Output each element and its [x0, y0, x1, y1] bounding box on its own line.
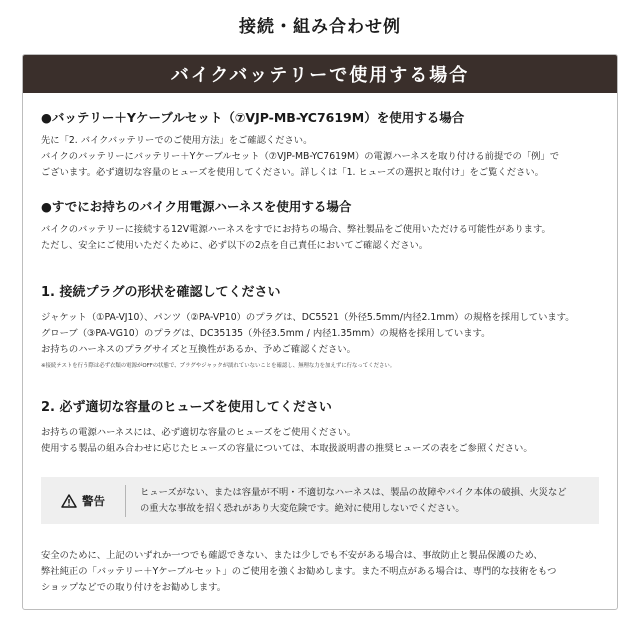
content-body: [23, 108, 617, 596]
warning-label-text: 警告: [82, 493, 105, 508]
text-line: ただし、安全にご使用いただくために、必ず以下の2点を自己責任においてご確認ください。: [41, 240, 429, 251]
check-fuse-text: [41, 425, 599, 457]
text-line: バイクのバッテリーに接続する12V電源ハーネスをすでにお持ちの場合、弊社製品をご使用いただける可能性があります。: [41, 224, 551, 235]
text-line: ヒューズがない、または容量が不明・不適切なハーネスは、製品の故障やバイク本体の破損、火災など: [140, 486, 567, 498]
section-heading-ycable-set: ●バッテリー＋Yケーブルセット（⑦VJP-MB-YC7619M）を使用する場合: [41, 110, 465, 125]
section-banner: バイクバッテリーで使用する場合: [23, 55, 617, 93]
text-line: お持ちのハーネスのプラグサイズと互換性があるか、予めご確認ください。: [41, 344, 356, 355]
text-line: ジャケット（①PA-VJ10）、パンツ（②PA-VP10）のプラグは、DC5521（外径5.5mm/内径2.1mm）の規格を採用しています。: [41, 312, 575, 323]
section-heading-own-harness: ●すでにお持ちのバイク用電源ハーネスを使用する場合: [41, 199, 352, 214]
section-own-harness-text: [41, 222, 599, 254]
text-line: の重大な事故を招く恐れがあり大変危険です。絶対に使用しないでください。: [140, 502, 465, 514]
text-line: ございます。必ず適切な容量のヒューズを使用してください。詳しくは「1. ヒューズの選択と取付け」をご覧ください。: [41, 167, 544, 178]
check-plug-note: ※接続テストを行う際は必ず衣類の電源がOFFの状態で、プラグやジャックが濡れていないことを確認し、無理な力を加えずに行なってください。: [41, 363, 396, 369]
warning-text: [126, 485, 567, 517]
text-line: バイクのバッテリーにバッテリー＋Yケーブルセット（⑦VJP-MB-YC7619M）の電源ハーネスを取り付ける前提での「例」で: [41, 151, 560, 162]
page-title: 接続・組み合わせ例: [239, 17, 401, 37]
closing-text: [41, 548, 599, 596]
text-line: 先に「2. バイクバッテリーでのご使用方法」をご確認ください。: [41, 135, 313, 146]
check-heading-plug: 1. 接続プラグの形状を確認してください: [41, 285, 281, 300]
content-frame: [22, 54, 618, 610]
section-ycable-set-text: [41, 133, 599, 181]
check-plug-text: [41, 310, 599, 358]
text-line: 弊社純正の「バッテリー＋Yケーブルセット」のご使用を強くお勧めします。また不明点がある場合は、専門的な技術をもつ: [41, 566, 557, 577]
text-line: グローブ（③PA-VG10）のプラグは、DC35135（外径3.5mm / 内径1.35mm）の規格を採用しています。: [41, 328, 491, 339]
warning-box: [41, 477, 599, 524]
text-line: ショップなどでの取り付けをお勧めします。: [41, 582, 227, 593]
text-line: お持ちの電源ハーネスには、必ず適切な容量のヒューズをご使用ください。: [41, 427, 357, 438]
warning-triangle-icon: [61, 494, 77, 508]
text-line: 安全のために、上記のいずれか一つでも確認できない、または少しでも不安がある場合は、事故防止と製品保護のため、: [41, 550, 543, 561]
check-heading-fuse: 2. 必ず適切な容量のヒューズを使用してください: [41, 400, 332, 415]
warning-label: [41, 493, 125, 509]
text-line: 使用する製品の組み合わせに応じたヒューズの容量については、本取扱説明書の推奨ヒューズの表をご参照ください。: [41, 443, 533, 454]
